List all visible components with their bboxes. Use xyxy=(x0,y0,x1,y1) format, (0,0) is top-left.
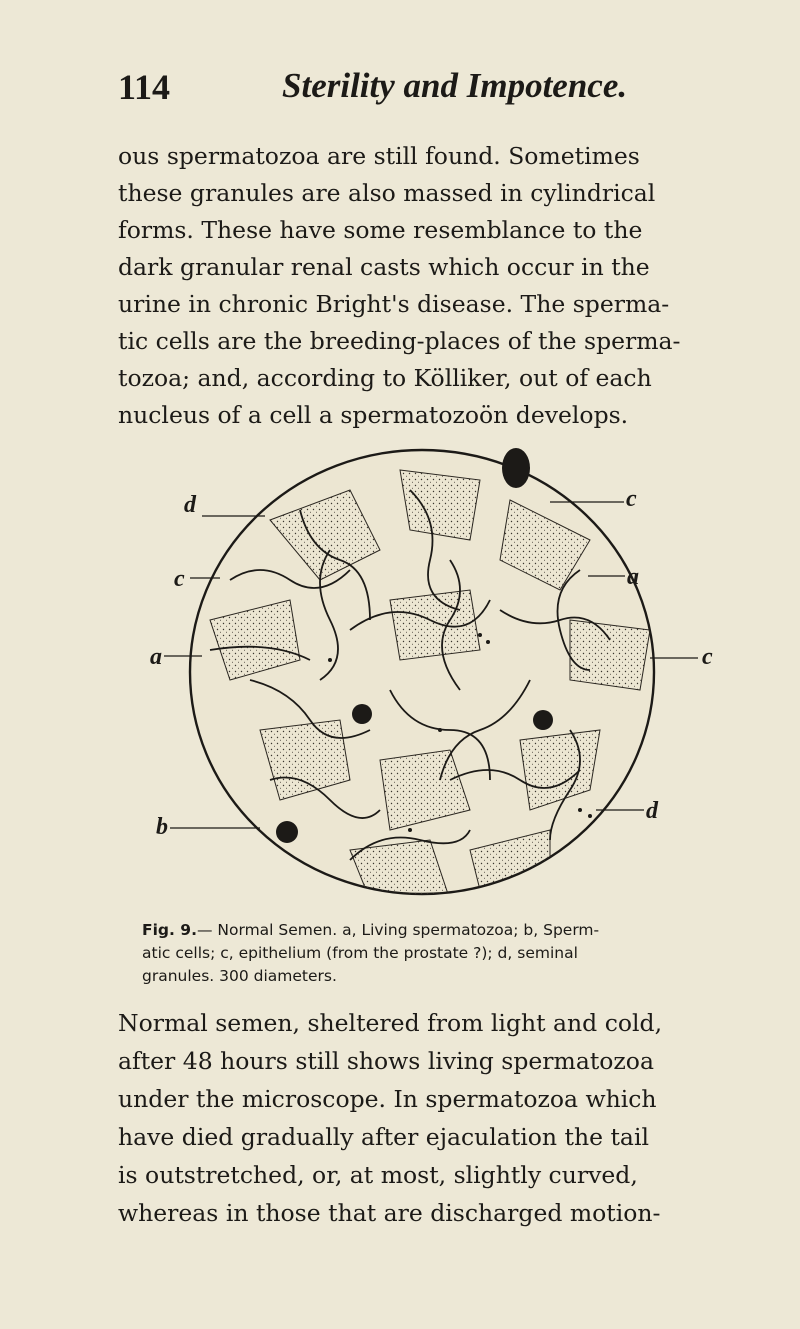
figure-label-c: c xyxy=(702,644,713,670)
caption-text: granules. 300 diameters. xyxy=(142,967,337,985)
caption-text: atic cells; c, epithelium (from the prostate ?); d, seminal xyxy=(142,944,578,962)
text-line: nucleus of a cell a spermatozoön develops. xyxy=(118,401,629,429)
microscope-field xyxy=(164,448,698,900)
microscope-figure xyxy=(150,430,720,910)
text-line: tic cells are the breeding-places of the sperma- xyxy=(118,327,681,355)
running-title: Sterility and Impotence. xyxy=(282,66,628,105)
caption-text: — Normal Semen. a, Living spermatozoa; b, Sperm- xyxy=(196,921,600,939)
text-line: have died gradually after ejaculation the tail xyxy=(118,1123,649,1151)
page-header xyxy=(118,66,678,116)
page-number: 114 xyxy=(118,67,171,107)
text-line: tozoa; and, according to Kölliker, out of each xyxy=(118,364,652,392)
figure-label-a: a xyxy=(150,644,162,670)
figure-label-c: c xyxy=(626,486,637,512)
figure-label-d: d xyxy=(184,492,196,518)
paragraph-top xyxy=(118,138,748,434)
figure-label-b: b xyxy=(156,814,168,840)
text-line: ous spermatozoa are still found. Sometimes xyxy=(118,142,640,170)
figure-number: Fig. 9. xyxy=(142,921,197,939)
figure-caption xyxy=(142,919,762,988)
text-line: is outstretched, or, at most, slightly curved, xyxy=(118,1161,638,1189)
figure-label-c: c xyxy=(174,566,185,592)
text-line: under the microscope. In spermatozoa which xyxy=(118,1085,657,1113)
text-line: forms. These have some resemblance to the xyxy=(118,216,643,244)
figure-label-d: d xyxy=(646,798,658,824)
text-line: dark granular renal casts which occur in the xyxy=(118,253,650,281)
figure-label-a: a xyxy=(627,564,639,590)
text-line: after 48 hours still shows living spermatozoa xyxy=(118,1047,654,1075)
text-line: these granules are also massed in cylindrical xyxy=(118,179,656,207)
text-line: urine in chronic Bright's disease. The sperma- xyxy=(118,290,670,318)
paragraph-bottom xyxy=(118,1004,748,1232)
text-line: Normal semen, sheltered from light and cold, xyxy=(118,1009,663,1037)
text-line: whereas in those that are discharged motion- xyxy=(118,1199,661,1227)
